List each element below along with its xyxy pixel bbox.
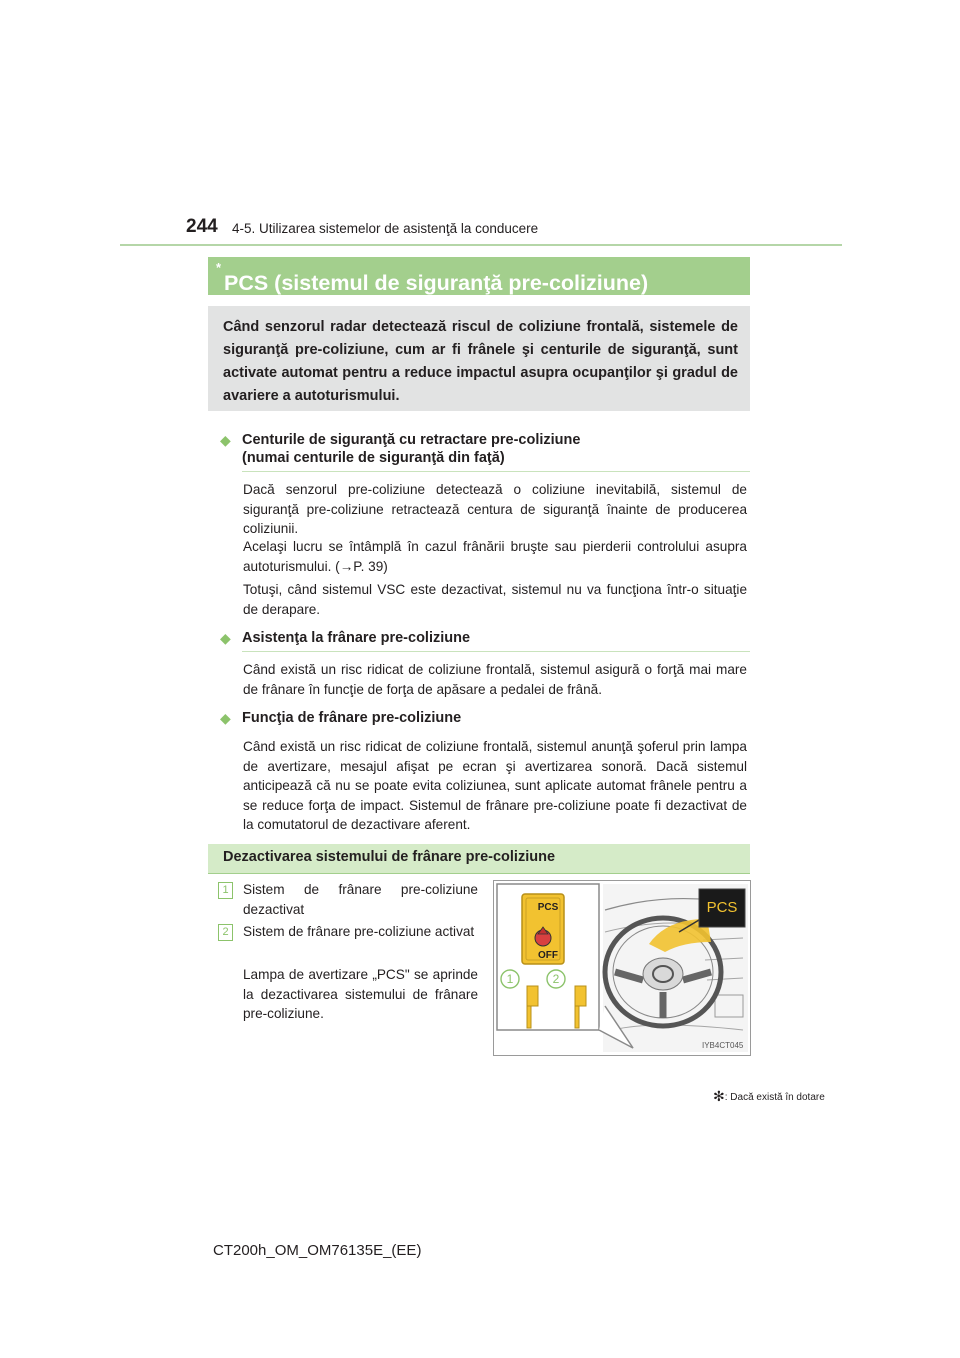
button-label-off: OFF xyxy=(538,950,558,961)
item-number-badge: 2 xyxy=(218,924,233,941)
subsection-rule xyxy=(242,651,750,652)
deactivation-band-rule xyxy=(208,873,750,874)
page-number: 244 xyxy=(186,216,218,237)
pcs-switch-figure xyxy=(493,880,751,1056)
title-footnote-star: * xyxy=(216,260,222,275)
diamond-bullet-icon: ◆ xyxy=(220,432,231,448)
deactivation-heading: Dezactivarea sistemului de frânare pre-coliziune xyxy=(223,849,556,865)
subsection-heading-text: Asistenţa la frânare pre-coliziune xyxy=(242,630,471,646)
intro-box: Când senzorul radar detectează riscul de coliziune frontală, sistemele de siguranţă pre-coliziune, cum ar fi frânele şi centurile de siguranţă, sunt activate automat pentru a reduce impactul asupra ocupanţilor şi gradul de avariere a autoturismului. xyxy=(208,306,750,411)
pcs-indicator-text: PCS xyxy=(706,899,738,916)
diamond-bullet-icon: ◆ xyxy=(220,710,231,726)
subsection-heading-text: Centurile de siguranţă cu retractare pre-coliziune xyxy=(242,432,581,448)
callout-1-label: 1 xyxy=(506,972,514,986)
paragraph: Când există un risc ridicat de coliziune frontală, sistemul asigură o forţă mai mare de frânare în funcţie de forţa de apăsare a pedalei de frână. xyxy=(243,662,747,697)
subsection-heading-text: (numai centurile de siguranţă din faţă) xyxy=(242,450,505,466)
paragraph: Când există un risc ridicat de coliziune frontală, sistemul anunţă şoferul prin lampa de avertizare, mesajul afişat pe ecran şi avertizarea sonoră. Dacă sistemul anticipează că nu se poate evita coliziunea, sunt aplicate automat frânele pentru a se reduce forţa de impact. Sistemul de frânare pre-coliziune poate fi dezactivat de la comutatorul de dezactivare aferent. xyxy=(243,739,747,832)
section-title-text: PCS (sistemul de siguranţă pre-coliziune) xyxy=(224,271,649,295)
footer-manual-code: CT200h_OM_OM76135E_(EE) xyxy=(213,1242,422,1259)
footnote-text: : Dacă există în dotare xyxy=(724,1092,825,1103)
button-label-pcs: PCS xyxy=(537,902,559,913)
subsection-rule xyxy=(242,471,750,472)
footnote-star: ✻ xyxy=(713,1088,725,1104)
deactivation-heading-band xyxy=(208,844,750,873)
figure-code: IYB4CT045 xyxy=(702,1041,744,1050)
warning-lamp-note: Lampa de avertizare „PCS" se aprinde la dezactivarea sistemului de frânare pre-coliziune. xyxy=(243,967,478,1021)
paragraph: Dacă senzorul pre-coliziune detectează o coliziune inevitabilă, sistemul de siguranţă pre-coliziune retractează centura de siguranţă înainte de producerea coliziunii. xyxy=(243,482,747,536)
footnote xyxy=(713,1087,825,1104)
running-head: 4-5. Utilizarea sistemelor de asistenţă la conducere xyxy=(232,221,539,236)
section-title xyxy=(216,260,649,295)
paragraph: Acelaşi lucru se întâmplă în cazul frânării bruşte sau pierderii controlului asupra autoturismului. (→P. 39) xyxy=(243,539,747,574)
paragraph: Totuşi, când sistemul VSC este dezactivat, sistemul nu va funcţiona într-o situaţie de derapare. xyxy=(243,582,747,617)
item-number-badge: 1 xyxy=(218,882,233,899)
callout-2-label: 2 xyxy=(552,972,560,986)
header-rule xyxy=(120,244,842,246)
subsection-heading-text: Funcţia de frânare pre-coliziune xyxy=(242,710,462,726)
item-text: Sistem de frânare pre-coliziune dezactivat xyxy=(243,882,478,917)
diamond-bullet-icon: ◆ xyxy=(220,630,231,646)
section-title-band xyxy=(208,257,750,295)
item-text: Sistem de frânare pre-coliziune activat xyxy=(243,924,475,939)
